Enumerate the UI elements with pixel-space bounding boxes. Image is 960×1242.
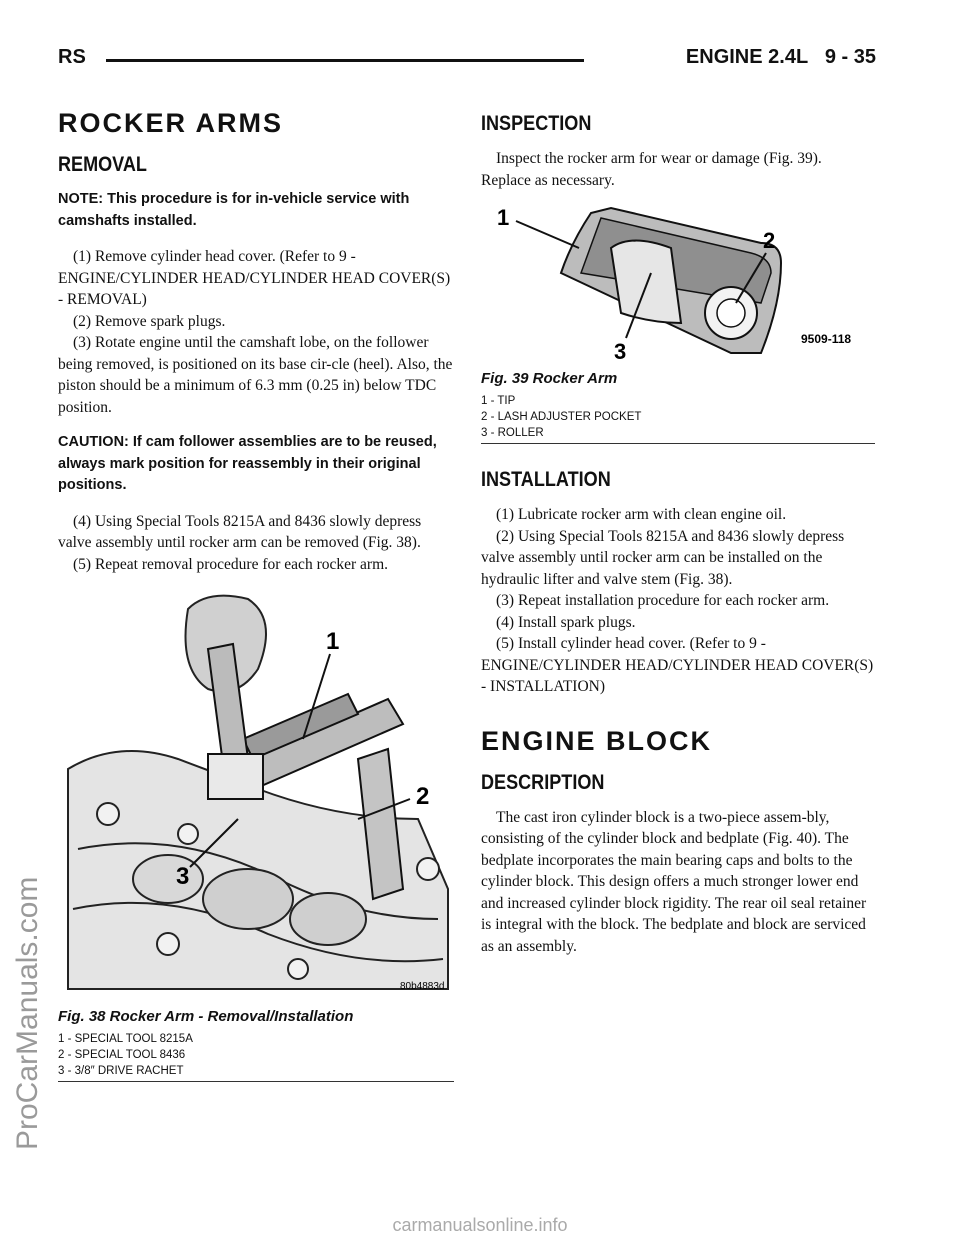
removal-step-3: (3) Rotate engine until the camshaft lobe, on the follower being removed, is positioned on its base cir-cle (heel). Also, the piston should be a minimum of 6.3 mm (0.25 in) below TDC position. [58, 334, 453, 416]
removal-step-5: (5) Repeat removal procedure for each rocker arm. [73, 555, 388, 573]
header-page-number: 9 - 35 [824, 46, 876, 68]
fig39-callout-1: 1 [497, 205, 510, 230]
engine-block-heading: ENGINE BLOCK [481, 725, 713, 756]
fig38-rule [58, 1081, 454, 1082]
description-text: The cast iron cylinder block is a two-piece assem-bly, consisting of the cylinder block and bedplate (Fig. 40). The bedplate incorporates the main bearing caps and bolts to the cylinder block. This design offers a much stronger lower end and increased cylinder block rigidity. The rear oil seal retainer is integral with the block. The bedplate and block are serviced as an assembly. [481, 808, 867, 955]
fig38-callout-1: 1 [326, 628, 340, 655]
fig38-illustration [58, 589, 454, 999]
figure-39 [481, 203, 875, 444]
inspection-heading: INSPECTION [481, 112, 592, 135]
removal-caution: CAUTION: If cam follower assemblies are to be reused, always mark position for reassembly in their original positions. [58, 434, 437, 493]
description-heading: DESCRIPTION [481, 770, 605, 794]
fig38-legend-item: 3 - 3/8″ DRIVE RACHET [58, 1065, 184, 1077]
figure-38 [58, 589, 454, 1082]
fig38-legend [58, 1031, 454, 1079]
header-title-page [686, 46, 876, 69]
right-column [481, 108, 875, 957]
bottom-watermark: carmanualsonline.info [392, 1215, 568, 1235]
installation-step-3: (3) Repeat installation procedure for each rocker arm. [496, 592, 830, 609]
rocker-arms-heading: ROCKER ARMS [58, 108, 284, 138]
fig39-code: 9509-118 [801, 332, 852, 346]
removal-step-1: (1) Remove cylinder head cover. (Refer to 9 - ENGINE/CYLINDER HEAD/CYLINDER HEAD COVER(S) - REMOVAL) [58, 248, 451, 308]
fig39-callout-3: 3 [614, 339, 627, 361]
fig39-illustration [481, 203, 875, 361]
left-column [58, 108, 454, 1082]
fig38-code: 80b4883d [400, 981, 445, 992]
installation-step-2: (2) Using Special Tools 8215A and 8436 slowly depress valve assembly until rocker arm can be installed on the hydraulic lifter and valve stem (Fig. 38). [481, 527, 845, 588]
header-rule [106, 59, 584, 62]
installation-step-5: (5) Install cylinder head cover. (Refer to 9 - ENGINE/CYLINDER HEAD/CYLINDER HEAD COVER(S) - INSTALLATION) [481, 635, 874, 695]
installation-step-4: (4) Install spark plugs. [496, 613, 636, 631]
removal-heading: REMOVAL [58, 153, 147, 176]
removal-step-4: (4) Using Special Tools 8215A and 8436 slowly depress valve assembly until rocker arm can be removed (Fig. 38). [58, 512, 422, 551]
fig38-callout-3: 3 [176, 863, 190, 890]
header-title: ENGINE 2.4L [685, 46, 809, 68]
removal-note: NOTE: This procedure is for in-vehicle service with camshafts installed. [58, 191, 410, 229]
inspection-text: Inspect the rocker arm for wear or damage (Fig. 39). Replace as necessary. [481, 150, 822, 189]
installation-step-1: (1) Lubricate rocker arm with clean engine oil. [496, 506, 787, 523]
fig38-caption: Fig. 38 Rocker Arm - Removal/Installation [58, 1008, 354, 1025]
page-header [58, 46, 876, 76]
fig39-legend-item: 2 - LASH ADJUSTER POCKET [481, 411, 642, 423]
fig39-legend [481, 393, 875, 441]
fig38-legend-item: 2 - SPECIAL TOOL 8436 [58, 1049, 186, 1061]
fig39-rule [481, 443, 875, 444]
fig38-legend-item: 1 - SPECIAL TOOL 8215A [58, 1033, 193, 1045]
header-section-code: RS [58, 46, 86, 68]
fig39-caption: Fig. 39 Rocker Arm [481, 370, 618, 387]
installation-heading: INSTALLATION [481, 468, 611, 491]
fig38-callout-2: 2 [416, 783, 430, 810]
fig39-legend-item: 3 - ROLLER [481, 427, 544, 439]
fig39-legend-item: 1 - TIP [481, 395, 516, 407]
fig39-callout-2: 2 [763, 228, 776, 253]
side-watermark: ProCarManuals.com [11, 876, 44, 1150]
removal-step-2: (2) Remove spark plugs. [73, 312, 226, 330]
